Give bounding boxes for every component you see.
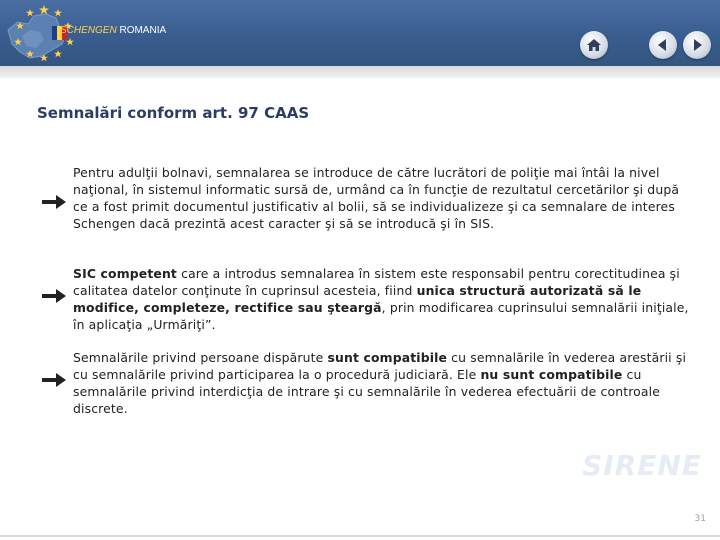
brand-schengen: SCHENGEN [60, 25, 117, 36]
paragraph-1 [73, 164, 695, 232]
header-shadow-strip [0, 66, 720, 78]
paragraph-3-text-2: cu semnalările în vederea arestării şi cu semnalările privind participarea la o procedură judiciară. Ele [73, 350, 687, 382]
home-button[interactable] [580, 31, 608, 59]
paragraph-2-bold-1: SIC competent [73, 266, 178, 281]
bullet-arrow-icon [42, 289, 66, 303]
next-slide-button[interactable] [683, 31, 711, 59]
previous-slide-button[interactable] [649, 31, 677, 59]
home-icon [580, 31, 608, 59]
paragraph-3-bold-1: sunt compatibile [327, 350, 448, 365]
paragraph-3 [73, 349, 695, 417]
page-number: 31 [694, 514, 706, 524]
paragraph-2-bold-2: unica structură autorizată să le modifice, completeze, rectifice sau şteargă [73, 283, 642, 315]
paragraph-3-text-3: cu semnalările privind interdicţia de intrare şi cu semnalările în vederea efectuării de controale discrete. [73, 367, 661, 416]
triangle-right-icon [683, 31, 711, 59]
paragraph-3-text-1: Semnalările privind persoane dispărute [73, 350, 328, 365]
brand-label [60, 25, 166, 36]
paragraph-1-text: Pentru adulţii bolnavi, semnalarea se introduce de către lucrători de poliţie mai întâi la nivel naţional, în sistemul informatic sursă de, urmând ca în funcţie de rezultatul cercetărilor şi după ce a fost primit documentul justificativ al bolii, să se individualizeze şi ca semnalare de interes Schengen dacă prezintă acest caracter şi să se introducă şi în SIS. [73, 165, 680, 231]
brand-country: ROMANIA [119, 25, 167, 36]
triangle-left-icon [649, 31, 677, 59]
sirene-watermark: SIRENE [582, 449, 702, 482]
bullet-arrow-icon [42, 195, 66, 209]
bottom-divider [0, 535, 720, 537]
paragraph-3-bold-2: nu sunt compatibile [480, 367, 623, 382]
paragraph-2-text-2: , prin modificarea cuprinsului semnalării iniţiale, în aplicaţia „Urmăriţi”. [73, 300, 689, 332]
paragraph-2-text-1: care a introdus semnalarea în sistem este responsabil pentru corectitudinea şi calitatea datelor conţinute în cuprinsul acesteia, fiind [73, 266, 680, 298]
header-bar [0, 0, 720, 66]
paragraph-2 [73, 265, 695, 333]
bullet-arrow-icon [42, 373, 66, 387]
slide-title: Semnalări conform art. 97 CAAS [37, 104, 310, 122]
